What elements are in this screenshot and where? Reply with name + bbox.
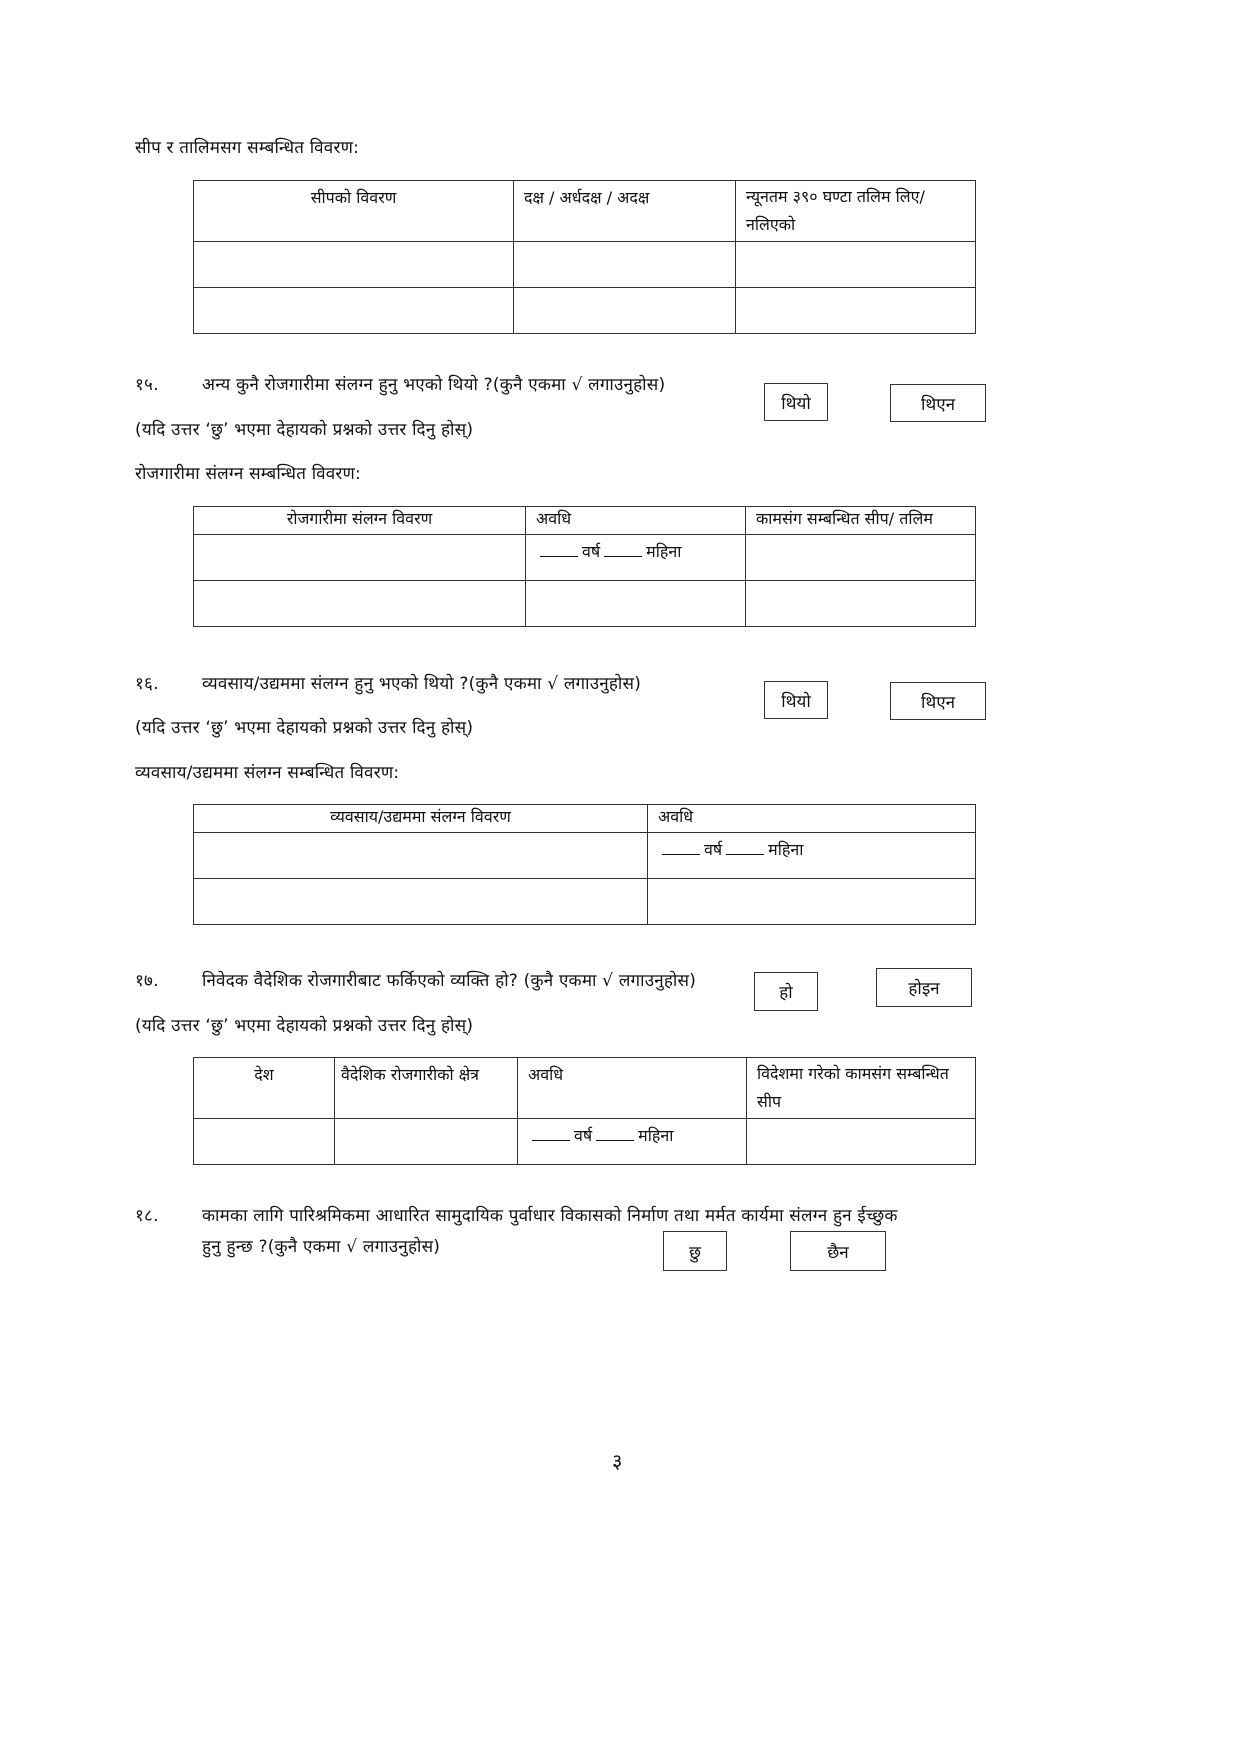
- months-blank[interactable]: [726, 838, 764, 855]
- foreign-header-country: देश: [194, 1058, 335, 1119]
- table-row: [194, 242, 976, 288]
- foreign-employment-table: [193, 1057, 976, 1165]
- q15-subheading: रोजगारीमा संलग्न सम्बन्धित विवरण:: [135, 464, 361, 484]
- q17-option-yes-checkbox[interactable]: हो: [754, 972, 818, 1011]
- years-blank[interactable]: [662, 838, 700, 855]
- years-blank[interactable]: [532, 1124, 570, 1141]
- employment-table-header-row: [194, 507, 976, 535]
- months-blank[interactable]: [596, 1124, 634, 1141]
- employment-cell-duration[interactable]: [526, 581, 746, 627]
- years-blank[interactable]: [540, 540, 578, 557]
- employment-cell-description[interactable]: [194, 581, 526, 627]
- month-label: महिना: [768, 840, 804, 859]
- skills-cell-level[interactable]: [514, 242, 736, 288]
- q18-question-line1: कामका लागि पारिश्रमिकमा आधारित सामुदायिक पुर्वाधार विकासको निर्माण तथा मर्मत कार्यमा संलग्न हुन ईच्छुक: [202, 1206, 898, 1226]
- skills-cell-description[interactable]: [194, 242, 514, 288]
- skills-cell-training[interactable]: [736, 288, 976, 334]
- q15-option-yes-checkbox[interactable]: थियो: [764, 383, 828, 421]
- employment-cell-skill[interactable]: [746, 581, 976, 627]
- employment-cell-description[interactable]: [194, 535, 526, 581]
- foreign-header-duration: अवधि: [518, 1058, 747, 1119]
- skills-cell-description[interactable]: [194, 288, 514, 334]
- q16-number: १६.: [135, 674, 159, 694]
- skills-cell-level[interactable]: [514, 288, 736, 334]
- table-row: [194, 535, 976, 581]
- skills-header-training: न्यूनतम ३९० घण्टा तलिम लिए/नलिएको: [736, 181, 976, 242]
- q16-option-yes-checkbox[interactable]: थियो: [764, 681, 828, 719]
- business-table-header-row: [194, 805, 976, 833]
- q18-option-no-checkbox[interactable]: छैन: [790, 1231, 886, 1271]
- q15-question: अन्य कुनै रोजगारीमा संलग्न हुनु भएको थियो ?(कुनै एकमा √ लगाउनुहोस): [202, 375, 666, 395]
- table-row: [194, 1119, 976, 1165]
- skills-cell-training[interactable]: [736, 242, 976, 288]
- skills-header-level: दक्ष / अर्धदक्ष / अदक्ष: [514, 181, 736, 242]
- year-label: वर्ष: [704, 840, 723, 859]
- business-cell-duration[interactable]: [648, 879, 976, 925]
- page-number: ३: [612, 1449, 623, 1473]
- employment-cell-duration[interactable]: [526, 535, 746, 581]
- q17-number: १७.: [135, 971, 159, 991]
- table-row: [194, 833, 976, 879]
- business-header-duration: अवधि: [648, 805, 976, 833]
- table-row: [194, 879, 976, 925]
- year-label: वर्ष: [574, 1126, 593, 1145]
- table-row: [194, 288, 976, 334]
- business-table: [193, 804, 976, 925]
- q18-question-line2: हुनु हुन्छ ?(कुनै एकमा √ लगाउनुहोस): [202, 1237, 441, 1257]
- q18-number: १८.: [135, 1206, 159, 1226]
- q16-question: व्यवसाय/उद्यममा संलग्न हुनु भएको थियो ?(कुनै एकमा √ लगाउनुहोस): [202, 674, 642, 694]
- employment-header-description: रोजगारीमा संलग्न विवरण: [194, 507, 526, 535]
- q15-number: १५.: [135, 375, 159, 395]
- q18-option-yes-checkbox[interactable]: छु: [663, 1231, 727, 1271]
- employment-header-skill: कामसंग सम्बन्धित सीप/ तलिम: [746, 507, 976, 535]
- q16-subheading: व्यवसाय/उद्यममा संलग्न सम्बन्धित विवरण:: [135, 763, 400, 783]
- foreign-cell-country[interactable]: [194, 1119, 335, 1165]
- business-cell-description[interactable]: [194, 833, 648, 879]
- employment-table: [193, 506, 976, 627]
- q17-note: (यदि उत्तर ‘छु’ भएमा देहायको प्रश्नको उत्तर दिनु होस्): [135, 1016, 474, 1036]
- month-label: महिना: [638, 1126, 674, 1145]
- q15-option-no-checkbox[interactable]: थिएन: [890, 384, 986, 422]
- foreign-header-sector: वैदेशिक रोजगारीको क्षेत्र: [335, 1058, 518, 1119]
- table-row: [194, 581, 976, 627]
- foreign-header-skill: विदेशमा गरेको कामसंग सम्बन्धित सीप: [747, 1058, 976, 1119]
- foreign-cell-duration[interactable]: [518, 1119, 747, 1165]
- foreign-table-header-row: [194, 1058, 976, 1119]
- q17-question: निवेदक वैदेशिक रोजगारीबाट फर्किएको व्यक्ति हो? (कुनै एकमा √ लगाउनुहोस): [202, 971, 697, 991]
- year-label: वर्ष: [582, 542, 601, 561]
- employment-header-duration: अवधि: [526, 507, 746, 535]
- q17-option-no-checkbox[interactable]: होइन: [876, 968, 972, 1007]
- business-cell-description[interactable]: [194, 879, 648, 925]
- q15-note: (यदि उत्तर ‘छु’ भएमा देहायको प्रश्नको उत्तर दिनु होस्): [135, 420, 474, 440]
- foreign-cell-skill[interactable]: [747, 1119, 976, 1165]
- skills-section-heading: सीप र तालिमसग सम्बन्धित विवरण:: [135, 138, 360, 158]
- skills-table: [193, 180, 976, 334]
- foreign-cell-sector[interactable]: [335, 1119, 518, 1165]
- month-label: महिना: [646, 542, 682, 561]
- q16-option-no-checkbox[interactable]: थिएन: [890, 682, 986, 720]
- skills-header-description: सीपको विवरण: [194, 181, 514, 242]
- employment-cell-skill[interactable]: [746, 535, 976, 581]
- months-blank[interactable]: [604, 540, 642, 557]
- skills-table-header-row: [194, 181, 976, 242]
- business-header-description: व्यवसाय/उद्यममा संलग्न विवरण: [194, 805, 648, 833]
- business-cell-duration[interactable]: [648, 833, 976, 879]
- q16-note: (यदि उत्तर ‘छु’ भएमा देहायको प्रश्नको उत्तर दिनु होस्): [135, 718, 474, 738]
